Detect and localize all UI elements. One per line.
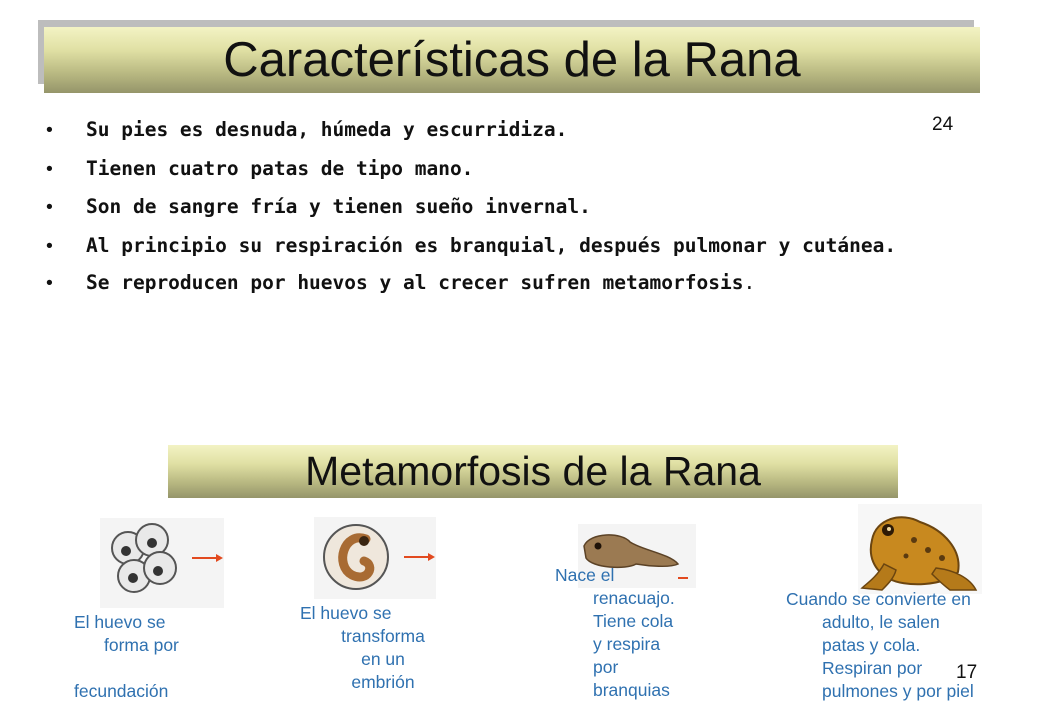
list-item — [44, 117, 1014, 143]
list-item — [44, 270, 1014, 296]
caption-line: embrión — [351, 672, 415, 692]
caption-line: y respira — [593, 634, 661, 654]
list-item-text: Su pies es desnuda, húmeda y escurridiza. — [86, 118, 568, 141]
frog-eggs-icon — [100, 518, 224, 608]
caption-line: fecundación — [74, 681, 169, 701]
bullet-icon: • — [46, 196, 53, 218]
characteristics-list — [44, 117, 1014, 308]
page-title: Características de la Rana — [223, 33, 801, 87]
caption-line: El huevo se — [300, 603, 392, 623]
adult-frog-icon — [858, 504, 982, 594]
list-item — [44, 156, 1014, 182]
caption-line: por — [593, 657, 619, 677]
caption-line: patas y cola. — [822, 635, 921, 655]
metamorphosis-title: Metamorfosis de la Rana — [305, 448, 761, 494]
list-item-tail: . — [743, 270, 756, 294]
caption-line: adulto, le salen — [822, 612, 940, 632]
list-item-text: Son de sangre fría y tienen sueño invernal. — [86, 195, 591, 218]
caption-line: en un — [361, 649, 405, 669]
caption-line: pulmones y por piel — [822, 681, 974, 701]
caption-line: Tiene cola — [593, 611, 674, 631]
caption-line: forma por — [104, 635, 179, 655]
bullet-icon: • — [46, 119, 53, 141]
caption-line: branquias — [593, 680, 670, 700]
stage-caption-egg — [74, 611, 179, 703]
caption-line: El huevo se — [74, 612, 166, 632]
list-item — [44, 233, 1014, 259]
list-item-text: Al principio su respiración es branquial, después pulmonar y cutánea. — [86, 233, 897, 257]
bullet-icon: • — [46, 234, 53, 257]
page-number-bottom: 17 — [956, 662, 978, 683]
caption-line: transforma — [341, 626, 425, 646]
list-item-text: Se reproducen por huevos y al crecer sufren metamorfosis — [86, 270, 744, 294]
caption-line: Cuando se convierte en — [786, 589, 971, 609]
stage-caption-tadpole — [555, 564, 675, 702]
caption-line: Nace el — [555, 565, 615, 585]
title-banner — [44, 27, 980, 93]
embryo-icon — [314, 517, 436, 599]
caption-line: renacuajo. — [593, 588, 675, 608]
list-item — [44, 194, 1014, 220]
caption-line — [74, 657, 179, 680]
list-item-text: Tienen cuatro patas de tipo mano. — [86, 156, 474, 180]
caption-line: Respiran por — [822, 658, 923, 678]
stage-caption-adult — [786, 588, 974, 703]
page-number-top: 24 — [932, 114, 954, 135]
metamorphosis-banner — [168, 445, 898, 498]
bullet-icon: • — [46, 157, 53, 180]
stage-caption-embryo — [300, 602, 440, 694]
bullet-icon: • — [46, 271, 53, 294]
